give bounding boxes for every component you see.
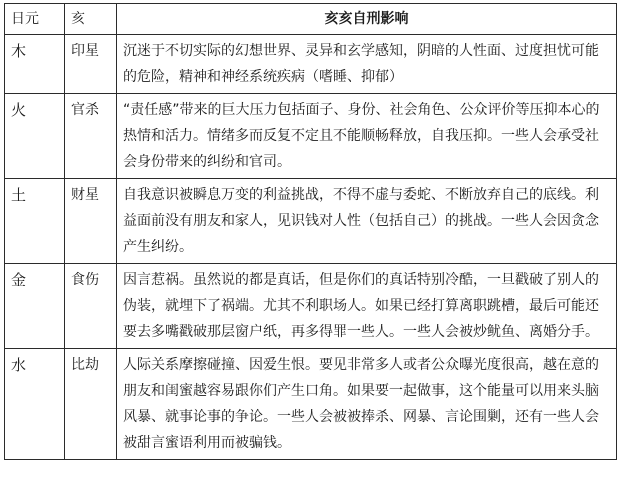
table-row (5, 179, 617, 264)
row-star: 官杀 (65, 94, 117, 179)
table-row (5, 94, 617, 179)
row-effect: “责任感”带来的巨大压力包括面子、身份、社会角色、公众评价等压抑本心的热情和活力。情绪多而反复不定且不能顺畅释放，自我压抑。一些人会承受社会身份带来的纠纷和官司。 (117, 94, 617, 179)
row-element: 水 (5, 349, 65, 460)
row-star: 比劫 (65, 349, 117, 460)
header-day-master: 日元 (5, 4, 65, 35)
table-header-row (5, 4, 617, 35)
row-element: 土 (5, 179, 65, 264)
row-effect: 因言惹祸。虽然说的都是真话，但是你们的真话特别冷酷，一旦戳破了别人的伪装，就埋下了祸端。尤其不利职场人。如果已经打算离职跳槽，最后可能还要去多嘴戳破那层窗户纸，再多得罪一些人。一些人会被炒鱿鱼、离婚分手。 (117, 264, 617, 349)
hai-self-punishment-table (4, 3, 617, 460)
table-row (5, 349, 617, 460)
row-effect: 自我意识被瞬息万变的利益挑战，不得不虚与委蛇、不断放弃自己的底线。利益面前没有朋友和家人，见识钱对人性（包括自己）的挑战。一些人会因贪念产生纠纷。 (117, 179, 617, 264)
table-row (5, 264, 617, 349)
row-element: 金 (5, 264, 65, 349)
row-effect: 人际关系摩擦碰撞、因爱生恨。要见非常多人或者公众曝光度很高，越在意的朋友和闺蜜越容易跟你们产生口角。如果要一起做事，这个能量可以用来头脑风暴、就事论事的争论。一些人会被被捧杀、网暴、言论围剿，还有一些人会被甜言蜜语利用而被骗钱。 (117, 349, 617, 460)
row-element: 木 (5, 35, 65, 94)
header-hai: 亥 (65, 4, 117, 35)
header-effect: 亥亥自刑影响 (117, 4, 617, 35)
row-effect: 沉迷于不切实际的幻想世界、灵异和玄学感知，阴暗的人性面、过度担忧可能的危险，精神和神经系统疾病（嗜睡、抑郁） (117, 35, 617, 94)
row-star: 印星 (65, 35, 117, 94)
table-row (5, 35, 617, 94)
row-element: 火 (5, 94, 65, 179)
row-star: 财星 (65, 179, 117, 264)
row-star: 食伤 (65, 264, 117, 349)
